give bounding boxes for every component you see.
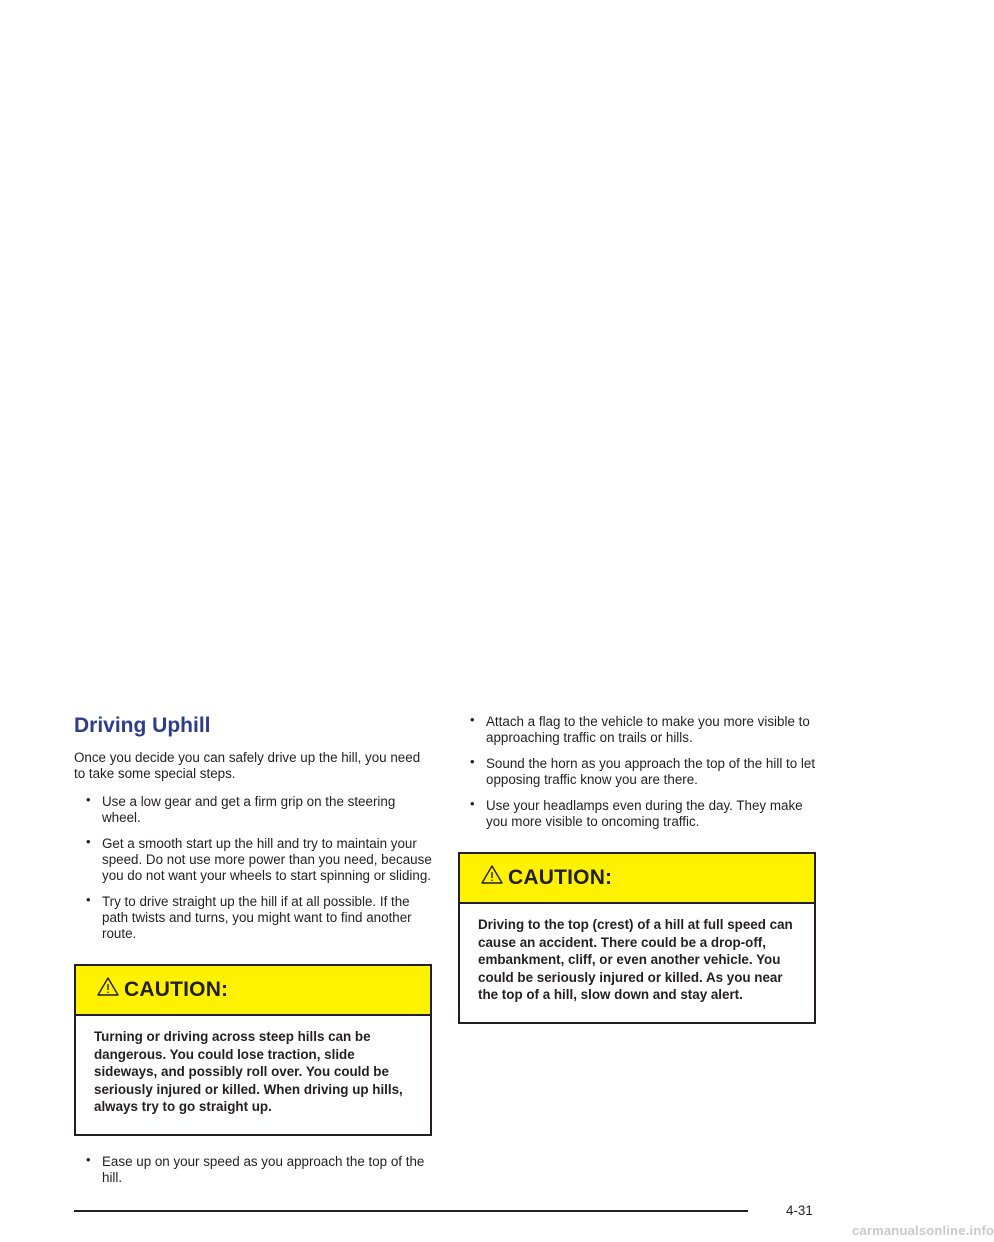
bullet-icon: • [470,712,475,727]
warning-triangle-icon [480,863,504,887]
bullet-icon: • [470,796,475,811]
list-item: • Attach a flag to the vehicle to make you more visible to approaching traffic on trails or hills. [470,712,810,745]
caution-box [458,852,816,1024]
page-number: 4-31 [786,1203,813,1218]
bullet-list-left [74,794,432,942]
bullet-icon: • [86,1151,91,1167]
intro-paragraph: Once you decide you can safely drive up the hill, you need to take some special steps. [74,750,421,781]
list-item: • Try to drive straight up the hill if at all possible. If the path twists and turns, you might want to find another route. [86,892,412,941]
section-heading: Driving Uphill [74,714,211,737]
bullet-icon: • [86,892,91,907]
watermark: carmanualsonline.info [852,1223,994,1238]
list-item: • Use a low gear and get a firm grip on the steering wheel. [86,792,396,825]
caution-title: CAUTION: [124,978,229,1001]
bullet-list-left-after [74,1151,432,1186]
bullet-icon: • [470,754,475,769]
list-item: • Ease up on your speed as you approach the top of the hill. [86,1151,425,1185]
caution-title: CAUTION: [508,866,613,889]
footer-rule [74,1210,748,1212]
bullet-icon: • [86,834,91,849]
list-item: • Use your headlamps even during the day. They make you more visible to oncoming traffic. [470,796,803,829]
list-item: • Sound the horn as you approach the top of the hill to let opposing traffic know you are there. [470,754,816,787]
caution-text: Driving to the top (crest) of a hill at full speed can cause an accident. There could be a drop-off, embankment, cliff, or even another vehicle. You could be seriously injured or killed. As you near the top of a hill, slow down and stay alert. [460,904,814,1022]
caution-text: Turning or driving across steep hills can be dangerous. You could lose traction, slide sideways, and possibly roll over. You could be seriously injured or killed. When driving up hills, always try to go straight up. [76,1016,430,1134]
right-column [458,714,816,1042]
left-column [74,712,432,1196]
list-item: • Get a smooth start up the hill and try to maintain your speed. Do not use more power than you need, because you do not want your wheels to start spinning or sliding. [86,834,432,883]
caution-header [76,966,430,1016]
warning-triangle-icon [96,975,120,999]
caution-header [460,854,814,904]
bullet-icon: • [86,792,91,807]
caution-box [74,964,432,1136]
bullet-list-right [458,714,816,830]
